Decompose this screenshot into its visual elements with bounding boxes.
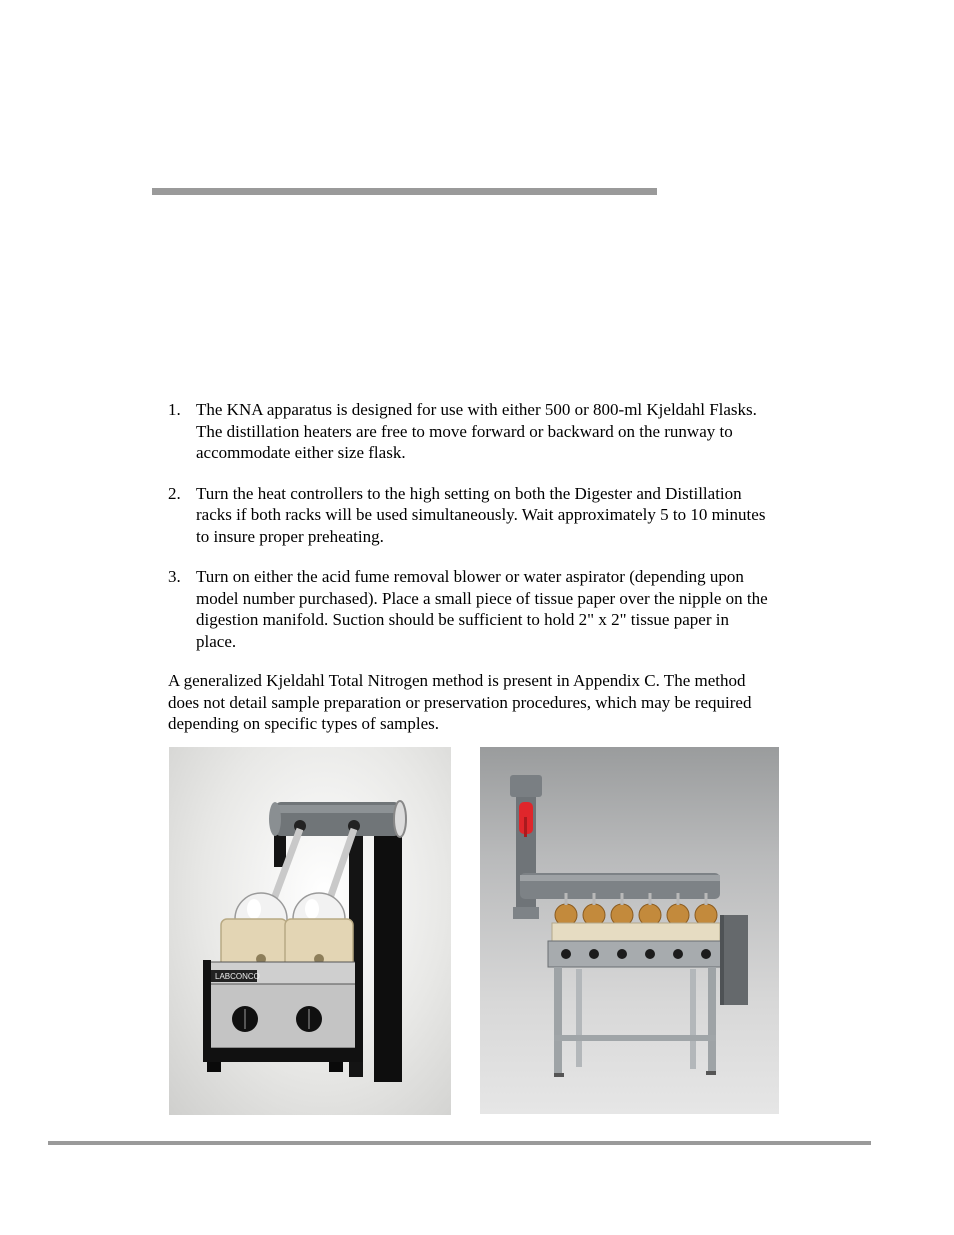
step-number: 3. <box>168 567 181 586</box>
digestion-rack-illustration <box>480 747 779 1114</box>
header-rule <box>152 188 657 195</box>
kjeldahl-apparatus-photo <box>169 747 451 1115</box>
step-text: Turn the heat controllers to the high setting on both the Digester and Distillation racks if both racks will be used simultaneously. Wait approximately 5 to 10 minutes to insure proper preheating. <box>196 483 766 546</box>
logo-text: LABCONCO <box>215 972 260 981</box>
step-text: Turn on either the acid fume removal blower or water aspirator (depending upon model number purchased). Place a small piece of tissue paper over the nipple on the digestion manifold. Suction should be sufficient to hold 2" x 2" tissue paper in place. <box>196 567 768 651</box>
footer-rule <box>48 1141 871 1145</box>
list-item <box>168 566 768 652</box>
digestion-rack-photo <box>480 747 779 1114</box>
step-text: The KNA apparatus is designed for use with either 500 or 800-ml Kjeldahl Flasks. The distillation heaters are free to move forward or backward on the runway to accommodate either size flask. <box>196 400 757 462</box>
kjeldahl-apparatus-illustration <box>169 747 451 1115</box>
instruction-list <box>168 399 768 671</box>
step-number: 2. <box>168 483 181 503</box>
method-paragraph: A generalized Kjeldahl Total Nitrogen method is present in Appendix C. The method does not detail sample preparation or preservation procedures, which may be required depending on specific types of samples. <box>168 671 752 733</box>
list-item <box>168 483 768 548</box>
step-number: 1. <box>168 400 181 419</box>
list-item <box>168 399 768 464</box>
